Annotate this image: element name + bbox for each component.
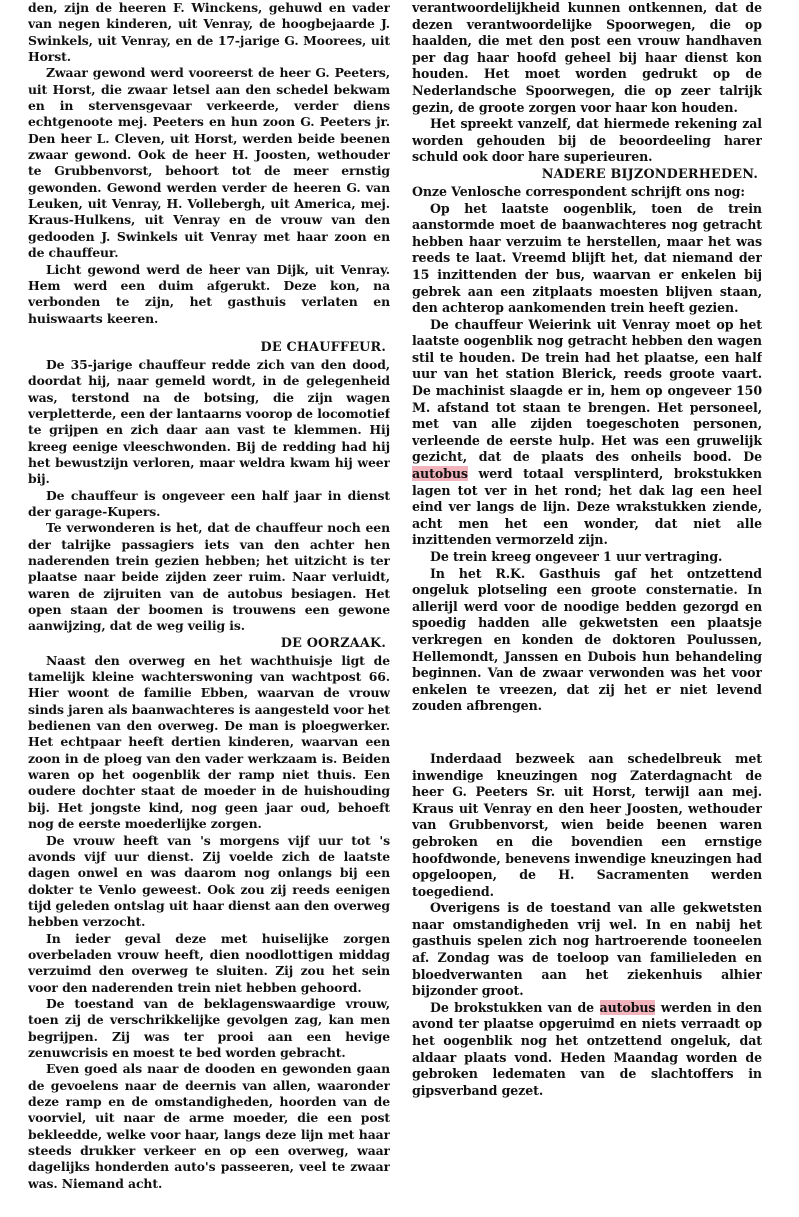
paragraph: den, zijn de heeren F. Winckens, gehuwd en vader van negen kinderen, uit Venray, de hoogbejaarde J. Swinkels, uit Venray, en de 17-jarige G. Moorees, uit Horst. bbox=[28, 0, 390, 65]
paragraph: De chauffeur is ongeveer een half jaar in dienst der garage-Kupers. bbox=[28, 487, 390, 519]
paragraph: De toestand van de beklagenswaardige vrouw, toen zij de verschrikkelijke gevolgen zag, kan men begrijpen. Zij was ter prooi aan een hevige zenuwcrisis en moest te bed worden gebracht. bbox=[28, 995, 390, 1060]
spacer bbox=[28, 327, 390, 339]
paragraph-text: De brokstukken van de bbox=[430, 999, 595, 1015]
paragraph: Onze Venlosche correspondent schrijft ons nog: bbox=[412, 183, 745, 199]
paragraph: verantwoordelijkheid kunnen ontkennen, dat de dezen verantwoordelijke Spoorwegen, die op haalden, die met den post een vrouw handhaven per dag haar hoofd geheel bij haar dienst kon houden. Het moet worden gedrukt op de Nederlandsche Spoorwegen, die op zeer talrijk gezin, de groote zorgen voor haar kon houden. bbox=[412, 0, 762, 115]
paragraph bbox=[412, 317, 762, 549]
paragraph-text: De chauffeur Weierink uit Venray moet op het laatste oogenblik nog getracht hebben den wagen stil te houden. De trein had het plaatse, een half uur van het station Blerick, reeds groote vaart. De machinist slaagde er in, hem op ongeveer 150 M. afstand tot staan te brengen. Het personeel, met van alle zijden toegeschoten personen, verleende de eerste hulp. Het was een gruwelijk gezicht, dat de plaats des onheils bood. De bbox=[412, 316, 762, 465]
paragraph: De vrouw heeft van 's morgens vijf uur tot 's avonds vijf uur dienst. Zij voelde zich de laatste dagen onwel en was daarom nog onlangs bij een dokter te Venlo geweest. Ook zou zij reeds eenigen tijd geleden ontslag uit haar dienst aan den overweg hebben verzocht. bbox=[28, 832, 390, 930]
spacer bbox=[412, 715, 762, 751]
section-heading-oorzaak: DE OORZAAK. bbox=[280, 635, 386, 651]
paragraph: Zwaar gewond werd vooreerst de heer G. Peeters, uit Horst, die zwaar letsel aan den schedel bekwam en in stervensgevaar verkeerde, verder diens echtgenoote mej. Peeters en hun zoon G. Peeters jr. Den heer L. Cleven, uit Horst, werden beide beenen zwaar gewond. Ook de heer H. Joosten, wethouder te Grubbenvorst, behoort tot de meer ernstig gewonden. Gewond werden verder de heeren G. van Leuken, uit Venray, H. Vollebergh, uit America, mej. Kraus-Hulkens, uit Venray en de vrouw van den gedooden J. Swinkels uit Venray met haar zoon en de chauffeur. bbox=[28, 65, 390, 261]
paragraph: De trein kreeg ongeveer 1 uur vertraging. bbox=[430, 549, 723, 564]
right-column bbox=[412, 0, 762, 1217]
paragraph: Overigens is de toestand van alle gekwetsten naar omstandigheden vrij wel. In en nabij het gasthuis spelen zich nog hartroerende tooneelen af. Zondag was de toeloop van familieleden en bloedverwanten aan het ziekenhuis alhier bijzonder groot. bbox=[412, 900, 762, 999]
left-column bbox=[28, 0, 390, 1217]
paragraph bbox=[412, 1000, 762, 1100]
paragraph-text: werd totaal versplinterd, brokstukken lagen tot ver in het rond; het dak lag een heel eind ver langs de lijn. Deze wrakstukken ziende, acht men het een wonder, dat niet alle inzittenden vermorzeld zijn. bbox=[412, 466, 762, 548]
paragraph: Inderdaad bezweek aan schedelbreuk met inwendige kneuzingen nog Zaterdagnacht de heer G. Peeters Sr. uit Horst, terwijl aan mej. Kraus uit Venray en den heer Joosten, wethouder van Grubbenvorst, wien beide beenen waren gebroken en die bovendien een ernstige hoofdwonde, benevens inwendige kneuzingen had opgeloopen, de H. Sacramenten werden toegediend. bbox=[412, 750, 762, 899]
paragraph: Naast den overweg en het wachthuisje ligt de tamelijk kleine wachterswoning van wachtpost 66. Hier woont de familie Ebben, waarvan de vrouw sinds jaren als baanwachteres is aangesteld voor het bedienen van den overweg. De man is ploegwerker. Het echtpaar heeft dertien kinderen, waarvan een zoon in de ploeg van den vader werkzaam is. Beiden waren op het oogenblik der ramp niet thuis. Een oudere dochter staat de moeder in de huishouding bij. Het jongste kind, nog geen jaar oud, behoeft nog de eerste moederlijke zorgen. bbox=[28, 652, 390, 832]
paragraph: De 35-jarige chauffeur redde zich van den dood, doordat hij, naar gemeld wordt, in de gelegenheid was, terstond na de botsing, die zijn wagen verpletterde, een der lantaarns voorop de locomotief te grijpen en zich daar aan vast te klemmen. Hij kreeg eenige vleeschwonden. Bij de redding had hij het bewustzijn verloren, maar weldra kwam hij weer bij. bbox=[28, 356, 390, 487]
paragraph: Even goed als naar de dooden en gewonden gaan de gevoelens naar de deernis van allen, waaronder deze ramp en de omstandigheden, hoorden van de voorviel, uit naar de arme moeder, die een post bekleedde, welke voor haar, langs deze lijn met haar steeds drukker verkeer en op een overweg, waar dagelijks honderden auto's passeeren, veel te zwaar was. Niemand acht. bbox=[28, 1061, 390, 1191]
highlighted-term: autobus bbox=[412, 466, 468, 482]
paragraph: In ieder geval deze met huiselijke zorgen overbeladen vrouw heeft, dien noodlottigen middag verzuimd den overweg te sluiten. Zij zou het sein voor den naderenden trein niet hebben gehoord. bbox=[28, 930, 390, 995]
paragraph: Op het laatste oogenblik, toen de trein aanstormde moet de baanwachteres nog getracht hebben haar verzuim te herstellen, maar het was reeds te laat. Vreemd blijft het, dat niemand der 15 inzittenden der bus, waarvan er enkelen bij gebrek aan een zitplaats moesten blijven staan, den achterop aankomenden trein heeft gezien. bbox=[412, 200, 762, 316]
section-heading-nadere: NADERE BIJZONDERHEDEN. bbox=[541, 166, 758, 182]
paragraph-text: werden in den avond ter plaatse opgeruimd en niets verraadt op het oogenblik nog het ontzettend ongeluk, dat aldaar plaats vond. Heden Maandag worden de gebroken ledematen van de slachtoffers in gipsverband gezet. bbox=[412, 999, 762, 1098]
highlighted-term: autobus bbox=[599, 999, 656, 1015]
paragraph: Het spreekt vanzelf, dat hiermede rekening zal worden gehouden bij de beoordeeling harer schuld ook door hare superieuren. bbox=[412, 116, 762, 165]
section-heading-chauffeur: DE CHAUFFEUR. bbox=[260, 339, 386, 355]
paragraph: Licht gewond werd de heer van Dijk, uit Venray. Hem werd een duim afgerukt. Deze kon, na verbonden te zijn, het gasthuis verlaten en huiswaarts keeren. bbox=[28, 261, 390, 326]
paragraph: Te verwonderen is het, dat de chauffeur noch een der talrijke passagiers iets van den achter hen naderenden trein gezien hebben; het uitzicht is ter plaatse naar beide zijden zeer ruim. Naar verluidt, waren de zijruiten van de autobus besiagen. Het open staan der boomen is trouwens een gewone aanwijzing, dat de weg veilig is. bbox=[28, 520, 390, 634]
paragraph: In het R.K. Gasthuis gaf het ontzettend ongeluk plotseling een groote consternatie. In allerijl werd voor de noodige bedden gezorgd en spoedig hadden alle gekwetsten een plaatsje verkregen en konden de doktoren Poulussen, Hellemondt, Janssen en Dubois hun behandeling beginnen. Van de zwaar verwonden was het voor enkelen te vreezen, dat zij het er niet levend zouden afbrengen. bbox=[412, 565, 762, 714]
